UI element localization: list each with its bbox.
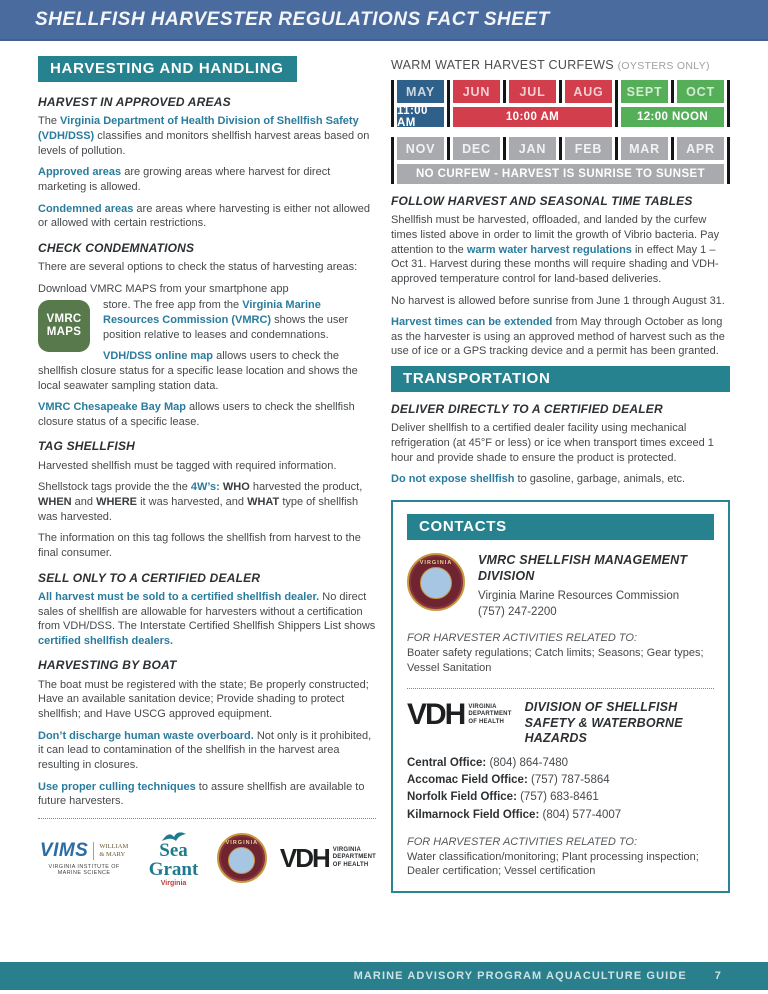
vdh-logo-subtitle: VIRGINIA DEPARTMENT OF HEALTH <box>468 703 512 725</box>
vmrc-seal-icon: VIRGINIA <box>407 553 465 611</box>
vims-wordmark: VIMS <box>39 839 89 861</box>
vdh-logo <box>279 842 376 873</box>
paragraph: Deliver shellfish to a certified dealer facility using mechanical refrigeration (at 45°F or less) or ice when transport times exceed 1 hour and provide shade to ensure the product is protected. <box>391 422 714 464</box>
paragraph: Don’t discharge human waste overboard. Not only is it prohibited, it can lead to contamination of the shellfish in the harvest area resulting in closures. <box>38 729 372 771</box>
left-column <box>38 56 376 893</box>
vmrc-maps-app-icon: VMRC MAPS <box>38 300 90 352</box>
month-cell-nov: NOV <box>397 137 444 160</box>
harvesting-blocks <box>38 95 376 809</box>
curfew-table <box>391 58 730 184</box>
vmrc-seal-center <box>228 847 255 874</box>
month-cell-apr: APR <box>677 137 724 160</box>
month-cell-mar: MAR <box>621 137 668 160</box>
table-divider-bar <box>671 137 674 160</box>
table-divider-bar <box>727 80 730 127</box>
paragraph: The Virginia Department of Health Division of Shellfish Safety (VDH/DSS) classifies and monitors shellfish harvest areas based on levels of pollution. <box>38 115 370 157</box>
vmrc-seal-text: VIRGINIA <box>225 839 259 846</box>
month-cell-aug: AUG <box>565 80 612 103</box>
right-column <box>391 56 730 893</box>
paragraph: Harvest times can be extended from May through October as long as the harvester is using an approved method of harvest such as the use of ice or a GPS tracking device and a permit has been granted. <box>391 316 725 358</box>
table-divider-bar <box>447 137 450 160</box>
subsection-heading: DELIVER DIRECTLY TO A CERTIFIED DEALER <box>391 402 663 417</box>
vmrc-related-label: FOR HARVESTER ACTIVITIES RELATED TO: <box>407 632 638 645</box>
paragraph: The information on this tag follows the shellfish from harvest to the final consumer. <box>38 532 361 559</box>
subsection-heading: HARVESTING BY BOAT <box>38 658 177 673</box>
table-divider-bar <box>447 80 450 127</box>
transportation-blocks <box>391 402 730 487</box>
footer-text: MARINE ADVISORY PROGRAM AQUACULTURE GUIDE <box>353 970 687 982</box>
vdh-logo-subtitle: VIRGINIA DEPARTMENT OF HEALTH <box>332 846 376 868</box>
paragraph: Use proper culling techniques to assure shellfish are available to future harvesters. <box>38 780 365 808</box>
paragraph: Condemned areas are areas where harvesting is either not allowed or allowed with certain restrictions. <box>38 202 371 230</box>
contacts-box <box>391 500 730 893</box>
vmrc-contact-phone: (757) 247-2200 <box>478 606 557 619</box>
sea-grant-logo <box>143 829 204 887</box>
curfew-table-subtitle: (OYSTERS ONLY) <box>617 60 710 72</box>
table-divider-bar <box>559 137 562 160</box>
vims-subtitle: VIRGINIA INSTITUTE OF MARINE SCIENCE <box>48 863 120 876</box>
table-divider-bar <box>727 137 730 184</box>
subsection-heading: FOLLOW HARVEST AND SEASONAL TIME TABLES <box>391 194 693 208</box>
table-divider-bar <box>671 80 674 103</box>
office-phone-line: Central Office: (804) 864-7480 <box>407 756 569 769</box>
office-phone-line: Accomac Field Office: (757) 787-5864 <box>407 774 610 786</box>
month-cell-may: MAY <box>397 80 444 103</box>
paragraph: The boat must be registered with the state; Be properly constructed; Have an available sanitation device; Provide shading to protect shellfish; and Have USCG approved equipment. <box>38 678 369 721</box>
paragraph: VMRC Chesapeake Bay Map allows users to check the shellfish closure status of a specific lease. <box>38 401 355 428</box>
month-cell-dec: DEC <box>453 137 500 160</box>
curfew-warm-months-grid <box>391 80 730 127</box>
section-header-transportation: TRANSPORTATION <box>391 366 730 392</box>
paragraph: Download VMRC MAPS from your smartphone app <box>38 282 289 295</box>
page-footer <box>0 962 768 990</box>
table-divider-bar <box>615 137 618 160</box>
table-divider-bar <box>615 80 618 127</box>
paragraph: There are several options to check the status of harvesting areas: <box>38 261 358 274</box>
table-divider-bar <box>503 137 506 160</box>
vdh-wordmark: VDH <box>407 697 465 731</box>
page-content <box>0 41 768 893</box>
sea-grant-wordmark: Sea Grant <box>148 839 199 880</box>
subsection-heading: CHECK CONDEMNATIONS <box>38 240 195 255</box>
partner-logos <box>38 827 376 889</box>
vims-logo <box>38 840 130 876</box>
paragraph: No harvest is allowed before sunrise from June 1 through August 31. <box>391 294 725 307</box>
month-cell-sept: SEPT <box>621 80 668 103</box>
curfew-table-title: WARM WATER HARVEST CURFEWS (OYSTERS ONLY) <box>391 58 710 72</box>
paragraph: Approved areas are growing areas where harvest for direct marketing is allowed. <box>38 166 331 193</box>
curfew-time-cell: 12:00 NOON <box>621 107 724 127</box>
month-cell-jul: JUL <box>509 80 556 103</box>
seasonal-timetable-blocks <box>391 194 730 359</box>
vmrc-contact-title: VMRC SHELLFISH MANAGEMENT DIVISION <box>478 552 688 583</box>
page-title: SHELLFISH HARVESTER REGULATIONS FACT SHEET <box>35 8 550 30</box>
month-cell-oct: OCT <box>677 80 724 103</box>
office-phone-line: Norfolk Field Office: (757) 683-8461 <box>407 791 599 804</box>
subsection-heading: SELL ONLY TO A CERTIFIED DEALER <box>38 570 261 585</box>
paragraph: VMRC MAPS store. The free app from the Virginia Marine Resources Commission (VMRC) shows the user position relative to leases and condemnations. <box>38 298 376 342</box>
subsection-heading: TAG SHELLFISH <box>38 439 136 454</box>
paragraph: Shellstock tags provide the the 4W’s: WHO harvested the product, WHEN and WHERE it was harvested, and WHAT type of shellfish was harvested. <box>38 481 363 523</box>
vmrc-seal-center <box>420 567 452 599</box>
table-divider-bar <box>391 137 394 184</box>
divider <box>407 688 714 689</box>
vdh-contact <box>407 697 714 751</box>
vdh-contact-title: DIVISION OF SHELLFISH SAFETY & WATERBORNE HAZARDS <box>524 699 683 746</box>
paragraph: Harvested shellfish must be tagged with required information. <box>38 459 337 472</box>
curfew-cold-months-grid <box>391 137 730 184</box>
vdh-related-text: Water classification/monitoring; Plant processing inspection; Dealer certification; Vessel certification <box>407 850 699 878</box>
curfew-time-cell: 11:00 AM <box>397 107 444 127</box>
vdh-logo-contact <box>407 697 512 731</box>
month-cell-jan: JAN <box>509 137 556 160</box>
table-divider-bar <box>391 80 394 127</box>
table-divider-bar <box>503 80 506 103</box>
section-header-harvesting-and-handling: HARVESTING AND HANDLING <box>38 56 297 82</box>
table-divider-bar <box>559 80 562 103</box>
paragraph: Do not expose shellfish to gasoline, garbage, animals, etc. <box>391 473 686 486</box>
section-header-contacts: CONTACTS <box>407 514 714 540</box>
vdh-wordmark: VDH <box>279 842 329 873</box>
month-cell-feb: FEB <box>565 137 612 160</box>
paragraph: Shellfish must be harvested, offloaded, and landed by the curfew times listed above in order to limit the growth of Vibrio bacteria. Pay attention to the warm water harvest regulations in effect May 1 – Oct 31. Harvest during these months will require shading and VDH-approved temperature control for land-based deliveries. <box>391 214 720 285</box>
paragraph: All harvest must be sold to a certified shellfish dealer. No direct sales of shellfish are allowable for harvesters without a certification from VDH/DSS. The Interstate Certified Shellfish Shippers List shows certified shellfish dealers. <box>38 590 376 647</box>
william-and-mary-wordmark: WILLIAM & MARY <box>99 843 129 858</box>
vdh-office-list <box>407 755 714 824</box>
vmrc-seal-logo <box>217 833 267 883</box>
subsection-heading: HARVEST IN APPROVED AREAS <box>38 95 231 109</box>
vmrc-related-text: Boater safety regulations; Catch limits; Seasons; Gear types; Vessel Sanitation <box>407 647 704 675</box>
curfew-time-cell: NO CURFEW - HARVEST IS SUNRISE TO SUNSET <box>397 164 724 184</box>
sea-grant-subtitle: Virginia <box>160 879 187 887</box>
paragraph: VDH/DSS online map allows users to check the shellfish closure status for a specific lease location and shows the local seawater sampling station data. <box>38 350 358 392</box>
page-banner <box>0 0 768 41</box>
curfew-time-cell: 10:00 AM <box>453 107 612 127</box>
month-cell-jun: JUN <box>453 80 500 103</box>
vmrc-contact <box>407 553 714 620</box>
vmrc-contact-org: Virginia Marine Resources Commission <box>478 590 680 603</box>
page-number: 7 <box>714 970 722 982</box>
logo-divider <box>93 842 94 860</box>
office-phone-line: Kilmarnock Field Office: (804) 577-4007 <box>407 808 622 821</box>
vdh-related-label: FOR HARVESTER ACTIVITIES RELATED TO: <box>407 835 638 848</box>
divider <box>38 818 376 819</box>
